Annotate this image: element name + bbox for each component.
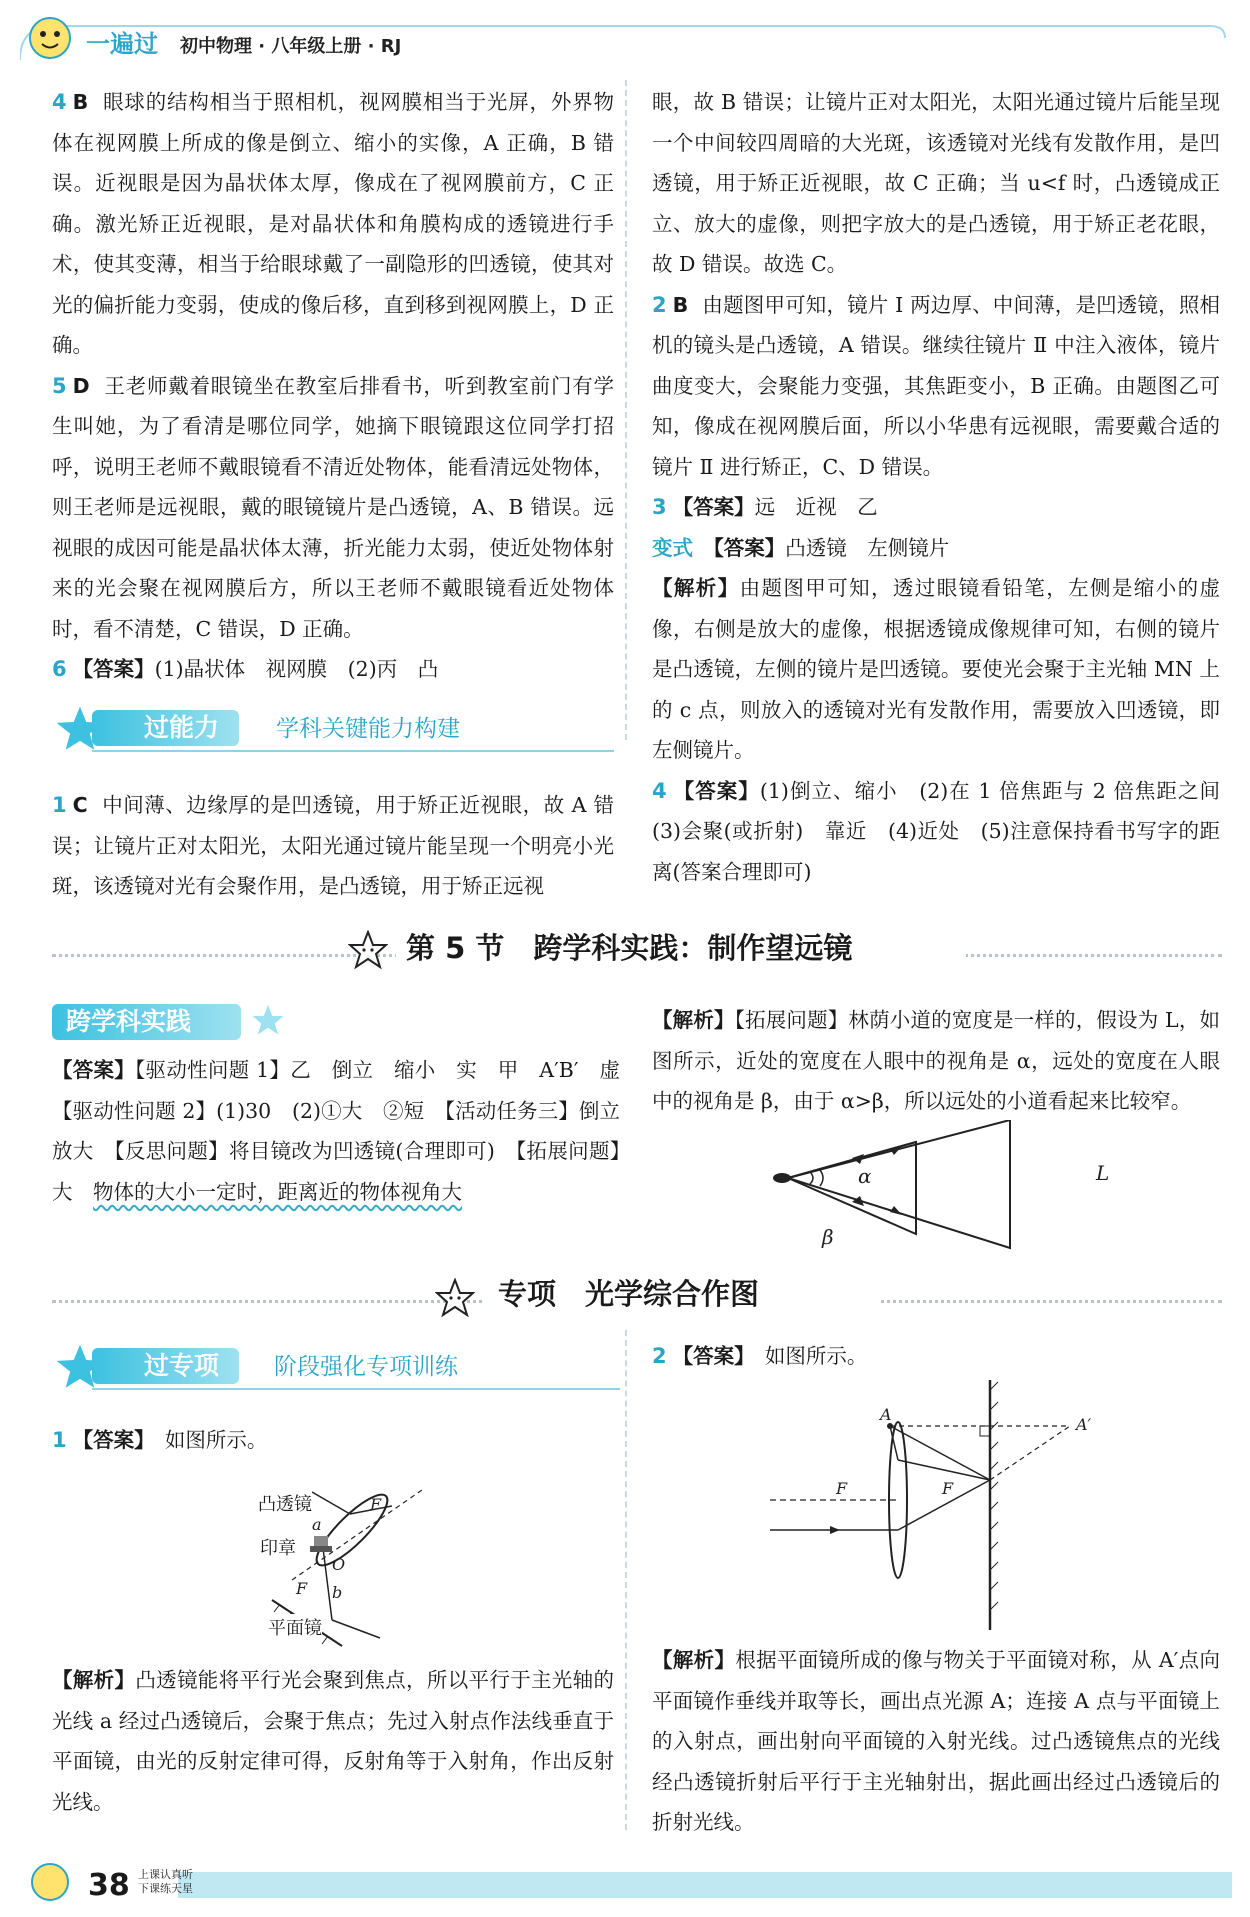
analysis-text: 由题图甲可知，透过眼镜看铅笔，左侧是缩小的虚像，右侧是放大的虚像，根据透镜成像规律可知，右侧的镜片是凸透镜，左侧的镜片是凹透镜。要使光会聚于主光轴 MN 上的 c 点，则放入的透镜对光有发散作用，需要放入凹透镜，即左侧镜片。 [652, 576, 1221, 762]
question-number: 2 [652, 1344, 667, 1368]
analysis-tag: 【解析】 [652, 1008, 735, 1032]
banner-subtitle: 阶段强化专项训练 [274, 1354, 458, 1380]
page-number: 38 [88, 1868, 130, 1903]
analysis-tag: 【解析】 [52, 1668, 136, 1692]
analysis-text: 【拓展问题】林荫小道的宽度是一样的，假设为 L，如图所示，近处的宽度在人眼中的视角是 α，远处的宽度在人眼中的视角是 β，由于 α>β，所以远处的小道看起来比较窄。 [652, 1008, 1221, 1113]
question-text: (1)晶状体 视网膜 (2)丙 凸 [154, 657, 439, 681]
question-1 [52, 785, 614, 907]
variant-label: 变式 [652, 535, 693, 560]
question-text: 凸透镜 左侧镜片 [785, 535, 950, 560]
question-2-answer [652, 1336, 1220, 1377]
answer-tag: 【答案】 [52, 1058, 136, 1082]
question-2 [652, 285, 1220, 488]
section-5-title: 第 5 节 跨学科实践：制作望远镜 [396, 926, 966, 967]
beta-label: β [822, 1225, 834, 1249]
image-a-label: A′ [1076, 1415, 1092, 1434]
variant-question [652, 528, 1220, 569]
continued-text: 眼，故 B 错误；让镜片正对太阳光，太阳光通过镜片后能呈现一个中间较四周暗的大光斑，该透镜对光线有发散作用，是凹透镜，用于矫正近视眼，故 C 正确；当 u<f 时，凸透镜成正立、放大的虚像，则把字放大的是凸透镜，用于矫正老花眼，故 D 错误。故选 C。 [652, 90, 1220, 276]
section5-answer [52, 1050, 641, 1212]
analysis [52, 1660, 614, 1822]
banner-special [52, 1344, 620, 1390]
variant-analysis [652, 568, 1220, 771]
answer-tag: 【答案】 [713, 535, 786, 560]
banner-subtitle: 学科关键能力构建 [276, 716, 460, 742]
focus-label: F [836, 1479, 848, 1498]
length-label: L [1096, 1161, 1110, 1185]
question-3 [652, 487, 1220, 528]
banner-ability [52, 706, 614, 752]
answer-text: 如图所示。 [164, 1428, 268, 1452]
question-text: 王老师戴着眼镜坐在教室后排看书，听到教室前门有学生叫她，为了看清是哪位同学，她摘下眼镜跟这位同学打招呼，说明王老师不戴眼镜看不清近处物体，能看清远处物体，则王老师是远视眼，戴的眼镜镜片是凸透镜，A、B 错误。远视眼的成因可能是晶状体太薄，折光能力太弱，使近处物体射来的光会聚在视网膜后方，所以王老师不戴眼镜看近处物体时，看不清楚，C 错误，D 正确。 [52, 373, 614, 641]
answer-option: B [72, 90, 89, 114]
question-number: 4 [652, 778, 667, 803]
mirror-lens-diagram [760, 1380, 1100, 1630]
banner-underline [92, 1388, 620, 1390]
question-number: 3 [652, 495, 667, 519]
ray-b-label: b [332, 1583, 343, 1602]
question-number: 4 [52, 90, 67, 114]
question-4 [52, 82, 614, 366]
optical-center-label: O [332, 1555, 346, 1574]
ray-a-label: a [312, 1515, 322, 1534]
footer-slogan [138, 1868, 193, 1896]
right-column-top [652, 82, 1241, 892]
mascot-logo-icon [20, 14, 80, 62]
left-column-top [52, 82, 614, 690]
slogan-line-1: 上课认真听 [138, 1868, 193, 1881]
banner-pill: 跨学科实践 [52, 1004, 241, 1040]
analysis-text: 根据平面镜所成的像与物关于平面镜对称，从 A′点向平面镜作垂线并取等长，画出点光源 A；连接 A 点与平面镜上的入射点，画出射向平面镜的入射光线。过凸透镜焦点的光线经凸透镜折射后平行于主光轴射出，据此画出经过凸透镜后的折射光线。 [652, 1648, 1220, 1834]
question-1-answer [52, 1420, 614, 1461]
question-text: 由题图甲可知，镜片 Ⅰ 两边厚、中间薄，是凹透镜，照相机的镜头是凸透镜，A 错误。继续往镜片 Ⅱ 中注入液体，镜片曲度变大，会聚能力变强，其焦距变小，B 正确。由题图乙可知，像成在视网膜后面，所以小华患有远视眼，需要戴合适的镜片 Ⅱ 进行矫正，C、D 错误。 [652, 292, 1220, 479]
section5-left-text [52, 1050, 641, 1212]
question-6 [52, 649, 614, 690]
left-column-ability [52, 785, 614, 907]
answer-tag: 【答案】 [72, 1428, 145, 1452]
answer-tag: 【答案】 [672, 778, 760, 803]
analysis-tag: 【解析】 [652, 1648, 736, 1672]
viewing-angle-diagram [760, 1120, 1120, 1260]
question-number: 1 [52, 793, 67, 817]
answer-text: 【驱动性问题 1】乙 倒立 缩小 实 甲 A′B′ 虚 【驱动性问题 2】(1)30 (2)①大 ②短 【活动任务三】倒立 放大 【反思问题】将目镜改为凹透镜(合理即可) 【拓展问题】大 [52, 1058, 641, 1204]
book-subject: 初中物理 · 八年级上册 · RJ [180, 36, 402, 57]
banner-cross-discipline [52, 1000, 282, 1046]
section-star-icon [435, 1278, 475, 1318]
banner-underline [92, 750, 614, 752]
star-mascot-icon [248, 1000, 288, 1040]
analysis-text: 凸透镜能将平行光会聚到焦点，所以平行于主光轴的光线 a 经过凸透镜后，会聚于焦点；先过入射点作法线垂直于平面镜，由光的反射定律可得，反射角等于入射角，作出反射光线。 [52, 1668, 615, 1814]
special-q2-analysis [652, 1640, 1220, 1843]
special-q2 [652, 1336, 1220, 1377]
slogan-line-2: 下课练天星 [138, 1882, 193, 1895]
column-divider [625, 1330, 627, 1830]
column-divider [625, 80, 627, 740]
focus-label: F [296, 1579, 308, 1598]
alpha-label: α [858, 1164, 872, 1188]
answer-option: C [72, 793, 88, 817]
brand-name: 一遍过 [86, 30, 158, 58]
emphasis-text: 物体的大小一定时，距离近的物体视角大 [93, 1179, 462, 1204]
question-number: 5 [52, 373, 67, 398]
focus-label: F [370, 1495, 382, 1514]
question-5 [52, 366, 614, 650]
special-section-title: 专项 光学综合作图 [482, 1272, 878, 1313]
section5-analysis [652, 1000, 1220, 1122]
analysis-tag: 【解析】 [652, 576, 740, 600]
question-number: 6 [52, 657, 67, 681]
answer-tag: 【答案】 [672, 495, 755, 519]
answer-text: 如图所示。 [764, 1344, 868, 1368]
banner-pill: 过专项 [92, 1348, 239, 1384]
answer-option: D [72, 373, 90, 398]
question-text: 远 近视 乙 [754, 495, 878, 519]
answer-option: B [672, 292, 689, 317]
seal-label: 印章 [260, 1534, 296, 1560]
point-a-label: A [880, 1405, 892, 1424]
analysis [652, 1640, 1220, 1843]
section5-right-text [652, 1000, 1220, 1122]
section-star-icon [348, 930, 388, 970]
answer-tag: 【答案】 [72, 657, 155, 681]
question-text: (1)倒立、缩小 (2)在 1 倍焦距与 2 倍焦距之间 (3)会聚(或折射) 靠近 (4)近处 (5)注意保持看书写字的距离(答案合理即可) [652, 778, 1241, 884]
question-number: 1 [52, 1428, 67, 1452]
footer-bar [18, 1862, 1232, 1902]
question-text: 中间薄、边缘厚的是凹透镜，用于矫正近视眼，故 A 错误；让镜片正对太阳光，太阳光通过镜片能呈现一个明亮小光斑，该透镜对光有会聚作用，是凸透镜，用于矫正远视 [52, 793, 614, 898]
focus-label: F [942, 1479, 954, 1498]
banner-pill: 过能力 [92, 710, 239, 746]
lens-label: 凸透镜 [258, 1490, 312, 1516]
question-4-right [652, 771, 1241, 893]
answer-tag: 【答案】 [672, 1344, 745, 1368]
question-number: 2 [652, 292, 667, 317]
question-text: 眼球的结构相当于照相机，视网膜相当于光屏，外界物体在视网膜上所成的像是倒立、缩小的实像，A 正确，B 错误。近视眼是因为晶状体太厚，像成在了视网膜前方，C 正确。激光矫正近视眼，是对晶状体和角膜构成的透镜进行手术，使其变薄，相当于给眼球戴了一副隐形的凹透镜，使其对光的偏折能力变弱，使成的像后移，直到移到视网膜上，D 正确。 [52, 90, 614, 357]
special-q1-analysis [52, 1660, 614, 1822]
special-q1 [52, 1420, 614, 1461]
mirror-label: 平面镜 [268, 1614, 322, 1640]
